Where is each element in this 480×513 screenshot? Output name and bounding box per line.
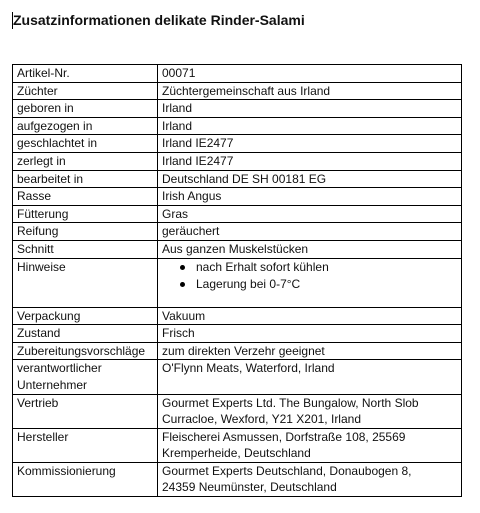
row-value: Gras (158, 205, 462, 223)
row-value: zum direkten Verzehr geeignet (158, 342, 462, 360)
row-label: geschlachtet in (13, 135, 158, 153)
row-label: Schnitt (13, 240, 158, 258)
table-row-zubereitung (13, 342, 462, 360)
row-value: Irland IE2477 (158, 135, 462, 153)
row-label: Artikel-Nr. (13, 65, 158, 83)
row-label: Hersteller (13, 428, 158, 462)
row-value-line: Gourmet Experts Deutschland, Donaubogen 8, (162, 463, 412, 478)
row-label: geboren in (13, 100, 158, 118)
table-row-fuetterung (13, 205, 462, 223)
row-value-line: Kremperheide, Deutschland (162, 446, 311, 461)
table-row-reifung (13, 223, 462, 241)
row-label-line: Unternehmer (17, 377, 88, 392)
table-row-rasse (13, 188, 462, 206)
table-row-geschlachtet (13, 135, 462, 153)
row-value: Deutschland DE SH 00181 EG (158, 170, 462, 188)
table-row-bearbeitet (13, 170, 462, 188)
row-value (158, 428, 462, 462)
row-label: Zustand (13, 325, 158, 343)
table-row-zustand (13, 325, 462, 343)
table-row-artikel-nr (13, 65, 462, 83)
row-value: 00071 (158, 65, 462, 83)
row-value: Aus ganzen Muskelstücken (158, 240, 462, 258)
table-row-zerlegt (13, 152, 462, 170)
row-value: Züchtergemeinschaft aus Irland (158, 82, 462, 100)
list-item: nach Erhalt sofort kühlen (196, 259, 457, 276)
row-value: geräuchert (158, 223, 462, 241)
row-value: O'Flynn Meats, Waterford, Irland (158, 360, 462, 394)
table-row-geboren (13, 100, 462, 118)
row-label: Rasse (13, 188, 158, 206)
row-value (158, 462, 462, 496)
table-row-verantwortlich (13, 360, 462, 394)
row-label-line: verantwortlicher (17, 361, 102, 376)
row-label: bearbeitet in (13, 170, 158, 188)
row-value: Irland IE2477 (158, 152, 462, 170)
table-row-kommissionierung (13, 462, 462, 496)
table-row-hersteller (13, 428, 462, 462)
table-row-verpackung (13, 307, 462, 325)
row-label: Fütterung (13, 205, 158, 223)
product-info-table (12, 64, 462, 497)
row-label: Kommissionierung (13, 462, 158, 496)
table-row-zuechter (13, 82, 462, 100)
row-label: Zubereitungsvorschläge (13, 342, 158, 360)
table-row-hinweise (13, 258, 462, 307)
row-value: Irland (158, 117, 462, 135)
row-value-line: Gourmet Experts Ltd. The Bungalow, North Slob (162, 395, 419, 410)
row-value-line: Curracloe, Wexford, Y21 X201, Irland (162, 412, 361, 427)
row-value (158, 394, 462, 428)
row-value-line: Fleischerei Asmussen, Dorfstraße 108, 25569 (162, 429, 406, 444)
hinweise-list (162, 259, 457, 293)
row-value: Vakuum (158, 307, 462, 325)
table-row-schnitt (13, 240, 462, 258)
row-label: Vertrieb (13, 394, 158, 428)
row-label: Verpackung (13, 307, 158, 325)
document-title: Zusatzinformationen delikate Rinder-Salami (13, 12, 305, 28)
list-item: Lagerung bei 0-7°C (196, 276, 457, 293)
row-value (158, 258, 462, 307)
row-value: Irish Angus (158, 188, 462, 206)
row-label: zerlegt in (13, 152, 158, 170)
table-row-vertrieb (13, 394, 462, 428)
row-label: Züchter (13, 82, 158, 100)
row-value: Frisch (158, 325, 462, 343)
row-label: Hinweise (13, 258, 158, 307)
row-label: aufgezogen in (13, 117, 158, 135)
table-row-aufgezogen (13, 117, 462, 135)
row-value: Irland (158, 100, 462, 118)
row-label: Reifung (13, 223, 158, 241)
row-value-line: 24359 Neumünster, Deutschland (162, 480, 337, 495)
row-label (13, 360, 158, 394)
